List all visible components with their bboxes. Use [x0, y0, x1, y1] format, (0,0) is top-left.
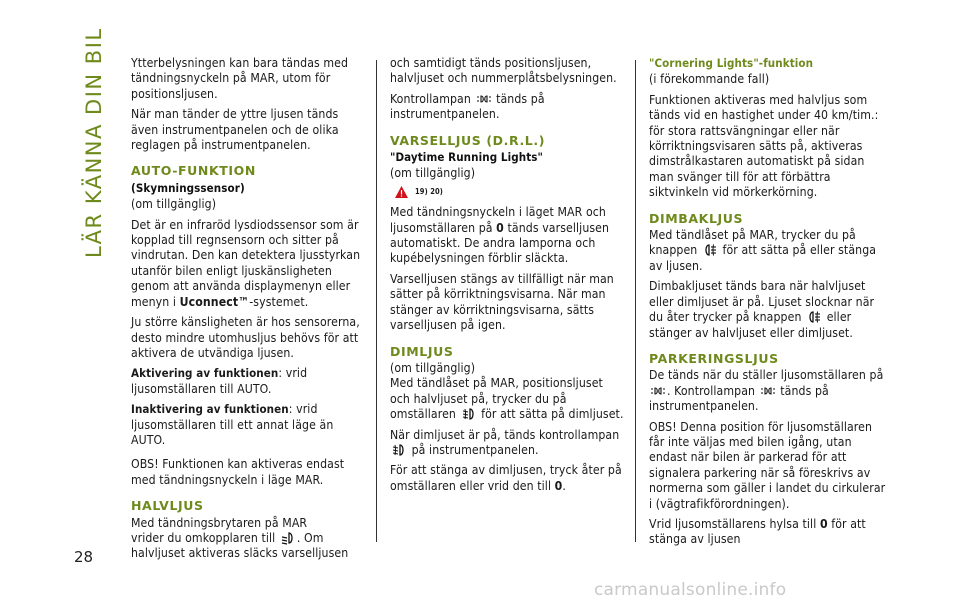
section-heading-drl: VARSELLJUS (D.R.L.) [390, 132, 546, 148]
note-paragraph: OBS! Denna position för ljusomställaren får inte väljas med bilen igång, utan endast när bilen är parkerad för att signalera parkering när så föreskrivs av normerna som gäller i landet du cirkulerar i (vägtrafikförordningen). [649, 419, 886, 511]
warning-triangle-icon [394, 185, 409, 199]
subheading-cornering: "Cornering Lights"-funktion [649, 56, 814, 70]
paragraph: När dimljuset är på, tänds kontrollampan på instrumentpanelen. [390, 427, 620, 457]
paragraph: Kontrollampan tänds på instrumentpanelen. [390, 91, 545, 122]
subheading-sensor: (Skymningssensor) [131, 180, 245, 195]
section-heading-parkeringsljus: PARKERINGSLJUS [649, 350, 779, 366]
section-heading-dimljus: DIMLJUS [390, 343, 454, 359]
column-divider [635, 60, 636, 542]
activation-label: Aktivering av funktionen [131, 366, 279, 381]
paragraph: och samtidigt tänds positionsljusen, halvljuset och nummerplåtsbelysningen. [390, 56, 617, 86]
position-light-icon [651, 384, 665, 398]
uconnect-term: Uconnect™ [179, 294, 250, 309]
availability-note: (om tillgänglig) [390, 166, 476, 181]
position-light-icon [477, 92, 491, 106]
paragraph: Med tändlåset på MAR, trycker du på knappen för att sätta på eller stänga av ljusen. [649, 228, 877, 273]
paragraph: Ytterbelysningen kan bara tändas med tändningsnyckeln på MAR, utom för positionsljusen. [131, 56, 349, 101]
note-paragraph: OBS! Funktionen kan aktiveras endast med tändningsnyckeln i läge MAR. [131, 457, 345, 487]
text-column-1 [131, 56, 366, 567]
paragraph: Ju större känsligheten är hos sensorerna, desto mindre utomhusljus behövs för att aktivera de utvändiga ljusen. [131, 315, 360, 360]
section-heading-halvljus: HALVLJUS [131, 498, 204, 514]
paragraph: vrider du omkopplaren till . Om halvljuset aktiveras släcks varselljusen [131, 530, 349, 561]
paragraph: Aktivering av funktionen: vrid ljusomställaren till AUTO. [131, 366, 308, 396]
paragraph: När man tänder de yttre ljusen tänds även instrumentpanelen och de olika reglagen på instrumentpanelen. [131, 107, 339, 153]
watermark-text: carmanualsonline.info [594, 580, 787, 600]
warning-reference [394, 184, 625, 199]
paragraph: Inaktivering av funktionen: vrid ljusomställaren till ett annat läge än AUTO. [131, 402, 334, 447]
fog-light-icon [462, 407, 476, 421]
subheading-drl: "Daytime Running Lights" [390, 150, 544, 165]
fog-light-icon [392, 443, 406, 457]
paragraph: Funktionen aktiveras med halvljus som tänds vid en hastighet under 40 km/tim.: för stora rattsvängningar eller när körriktningsvisaren sätts på, aktiveras dimstrålkastaren automatiskt på sidan man svänger till för att förbättra siktvinkeln vid mörkerkörning. [649, 92, 879, 200]
position-light-icon [761, 384, 775, 398]
paragraph: Med tändningsbrytaren på MAR [131, 515, 308, 530]
paragraph: Dimbakljuset tänds bara när halvljuset eller dimljuset är på. Ljuset slocknar när du åter trycker på knappen eller stänger av halvljuset eller dimljuset. [649, 279, 875, 340]
rear-fog-icon [703, 243, 717, 257]
rear-fog-icon [807, 310, 821, 324]
low-beam-icon [281, 531, 295, 545]
paragraph: Med tändningsnyckeln i läget MAR och ljusomställaren på 0 tänds varselljusen automatiskt. De andra lamporna och kupébelysningen förblir släckta. [390, 205, 610, 266]
paragraph: Med tändlåset på MAR, positionsljuset och halvljuset på, trycker du på omställaren för att sätta på dimljuset. [390, 376, 624, 422]
paragraph: Det är en infraröd lysdiodssensor som är kopplad till regnsensorn och sitter på vindrutan. Den kan detektera ljusstyrkan utanför bilen enligt ljuskänsligheten genom att använda displaymenyn eller menyn i Uconnect™-systemet. [131, 217, 361, 309]
section-heading-auto: AUTO-FUNKTION [131, 163, 256, 179]
availability-note: (om tillgänglig) [131, 197, 217, 212]
paragraph: De tänds när du ställer ljusomställaren på . Kontrollampan tänds på instrumentpanelen. [649, 368, 884, 414]
paragraph: För att stänga av dimljusen, tryck åter på omställaren eller vrid den till 0. [390, 463, 622, 493]
chapter-side-title: LÄR KÄNNA DIN BIL [82, 27, 106, 258]
availability-note: (om tillgänglig) [390, 360, 476, 375]
availability-note: (i förekommande fall) [649, 72, 770, 87]
warning-refs: 19) 20) [415, 186, 443, 196]
text-column-3 [649, 56, 889, 553]
paragraph: Vrid ljusomställarens hylsa till 0 för att stänga av ljusen [649, 516, 866, 547]
column-divider [376, 60, 377, 542]
paragraph: Varselljusen stängs av tillfälligt när man sätter på körriktningsvisarna. När man stänger av körriktningsvisarna, sätts varselljusen på igen. [390, 271, 614, 333]
page-number: 28 [74, 548, 94, 566]
text-column-2 [390, 56, 625, 499]
section-heading-dimbakljus: DIMBAKLJUS [649, 210, 744, 226]
deactivation-label: Inaktivering av funktionen [131, 402, 289, 417]
